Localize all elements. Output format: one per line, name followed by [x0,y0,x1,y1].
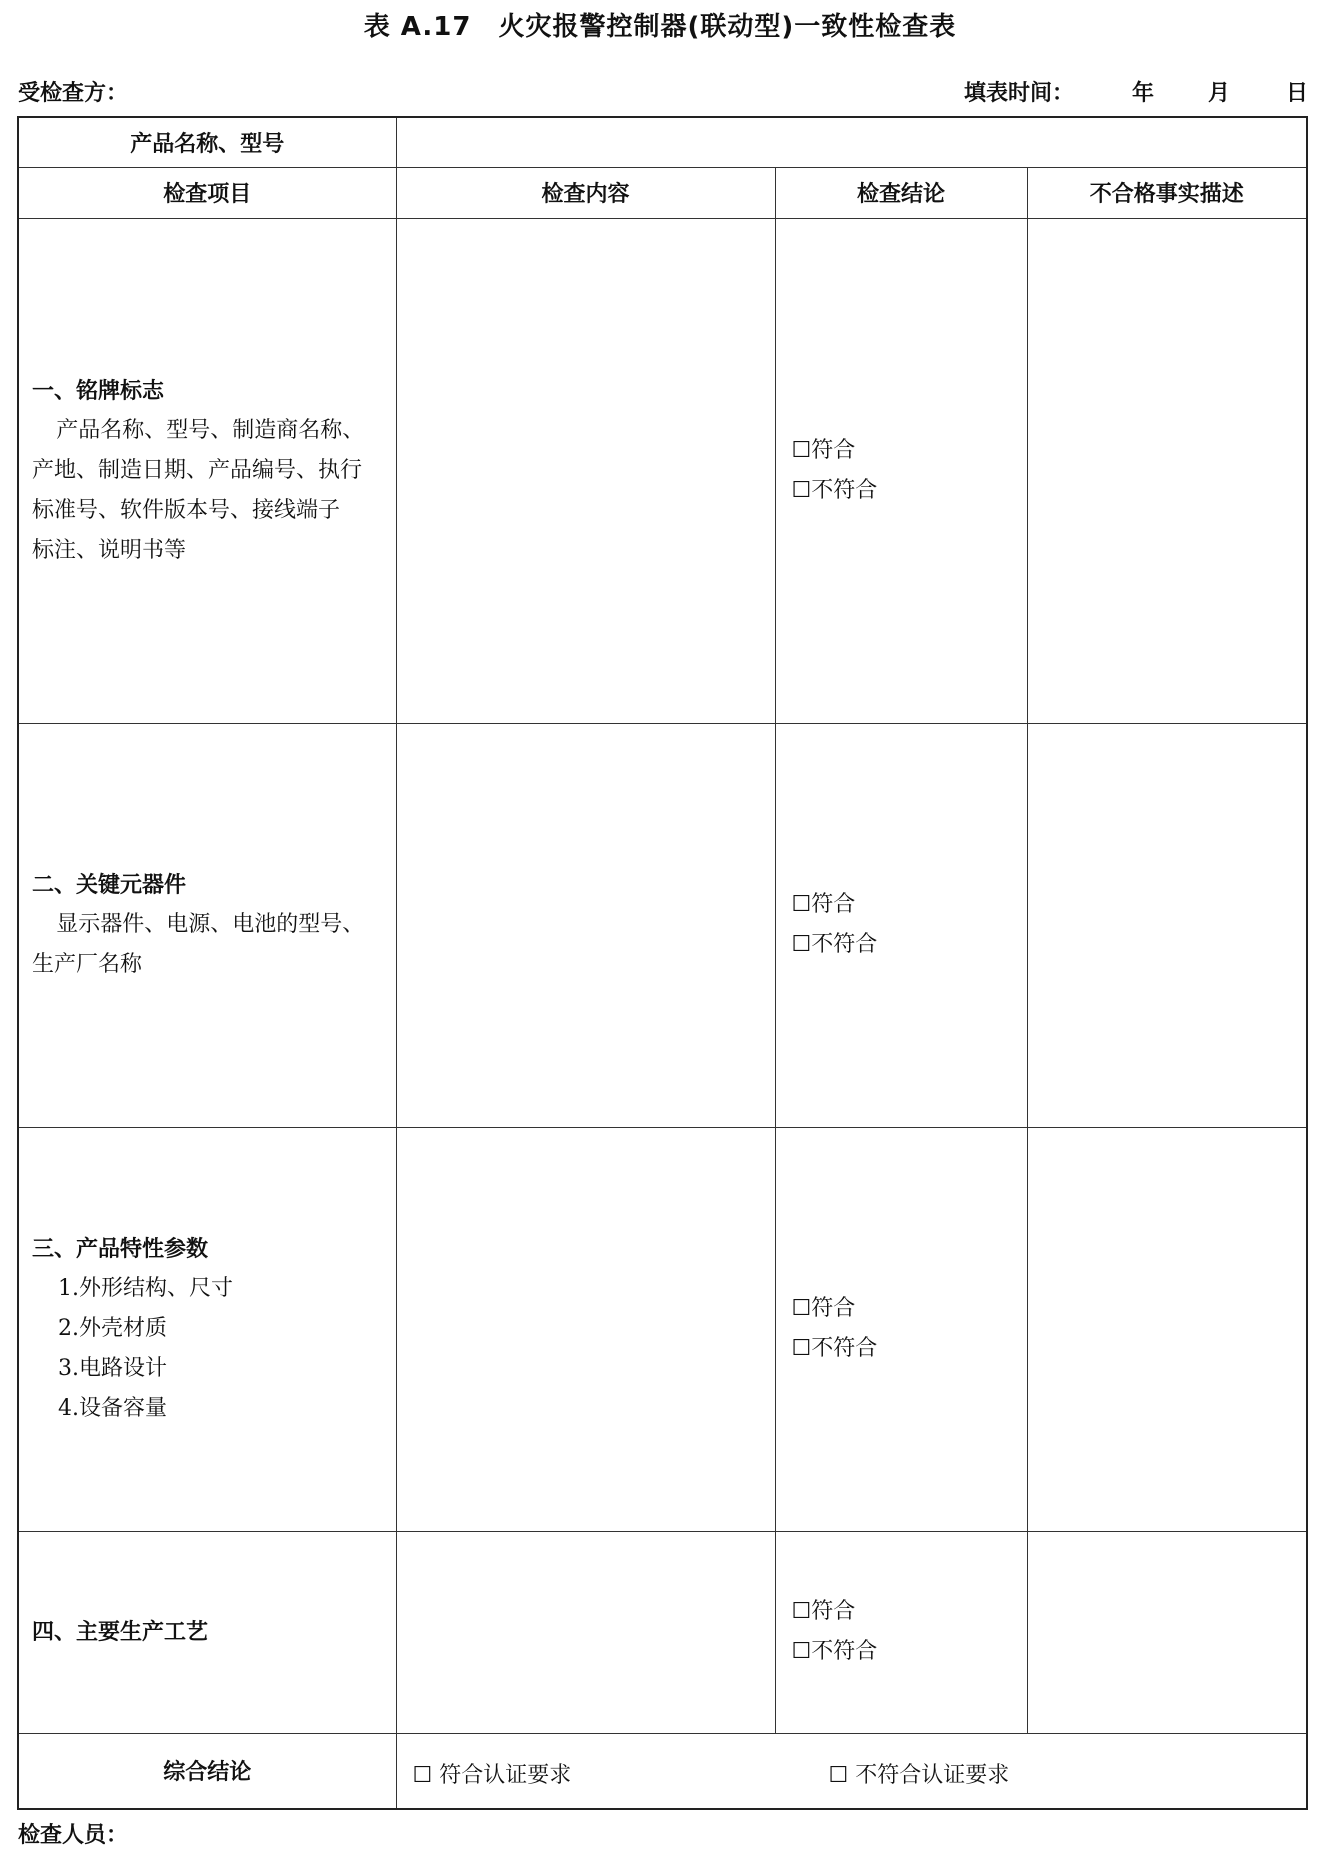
overall-nonconform-label: 不符合认证要求 [855,1762,1010,1788]
overall-nonconform-option[interactable] [829,1758,1010,1789]
item-line: 标注、说明书等 [32,537,187,563]
conform-label: 符合 [811,1296,856,1321]
overall-label: 综合结论 [18,1733,396,1809]
table-row [18,1531,1307,1733]
conform-option[interactable] [792,431,1027,471]
inspection-item [18,1531,396,1733]
item-line: 4.设备容量 [58,1396,167,1421]
conform-option[interactable] [792,885,1027,925]
nonconform-option[interactable] [792,1632,1027,1672]
col-header-conclusion: 检查结论 [775,167,1027,218]
item-line: 显示器件、电源、电池的型号、 [56,912,365,937]
overall-row [18,1733,1307,1809]
col-header-nonconformity: 不合格事实描述 [1027,167,1307,218]
inspection-table [17,116,1308,1810]
conform-label: 符合 [811,892,856,917]
product-row [18,117,1307,167]
nonconform-option[interactable] [792,471,1027,511]
checkbox-icon[interactable]: ☐ [828,1762,849,1788]
table-row [18,1127,1307,1531]
nonconform-label: 不符合 [811,932,878,957]
conform-label: 符合 [811,1599,856,1624]
nonconform-option[interactable] [792,925,1027,965]
nonconformity-description[interactable] [1027,218,1307,723]
checkbox-icon[interactable]: ☐ [791,437,812,463]
inspection-content[interactable] [396,723,775,1127]
checkbox-icon[interactable]: ☐ [791,1639,812,1664]
inspection-content[interactable] [396,1531,775,1733]
inspection-item [18,218,396,723]
fill-time-label: 填表时间： [964,80,1075,106]
product-name-value[interactable] [396,117,1307,167]
checkbox-icon[interactable]: ☐ [791,1296,812,1321]
nonconform-option[interactable] [792,1329,1027,1369]
conclusion-cell [775,1531,1027,1733]
product-name-label: 产品名称、型号 [18,117,396,167]
item-line: 产地、制造日期、产品编号、执行 [32,457,363,483]
nonconformity-description[interactable] [1027,723,1307,1127]
conclusion-cell [775,218,1027,723]
inspection-content[interactable] [396,1127,775,1531]
table-row [18,218,1307,723]
conform-option[interactable] [792,1289,1027,1329]
overall-conform-option[interactable] [413,1758,572,1789]
item-line: 1.外形结构、尺寸 [58,1276,233,1301]
conclusion-cell [775,1127,1027,1531]
item-heading: 三、产品特性参数 [32,1236,209,1262]
inspection-item [18,723,396,1127]
col-header-item: 检查项目 [18,167,396,218]
item-heading: 四、主要生产工艺 [32,1619,209,1645]
inspection-content[interactable] [396,218,775,723]
nonconform-label: 不符合 [811,1639,878,1664]
checkbox-icon[interactable]: ☐ [791,477,812,503]
item-line: 标准号、软件版本号、接线端子 [32,497,341,523]
item-line: 3.电路设计 [58,1356,167,1381]
overall-options [396,1733,1307,1809]
table-title: 表 A.17 火灾报警控制器(联动型)一致性检查表 [363,12,957,42]
checkbox-icon[interactable]: ☐ [791,932,812,957]
conform-option[interactable] [792,1592,1027,1632]
header-row [18,167,1307,218]
col-header-content: 检查内容 [396,167,775,218]
year-label: 年 [1132,80,1155,106]
item-line: 2.外壳材质 [58,1316,167,1341]
conform-label: 符合 [811,437,856,463]
nonconform-label: 不符合 [811,1336,878,1361]
inspectee-label: 受检查方： [18,80,129,106]
checkbox-icon[interactable]: ☐ [412,1762,433,1788]
item-line: 产品名称、型号、制造商名称、 [56,417,365,443]
table-row [18,723,1307,1127]
inspection-item [18,1127,396,1531]
item-heading: 二、关键元器件 [32,872,187,898]
item-heading: 一、铭牌标志 [32,377,165,404]
conclusion-cell [775,723,1027,1127]
checkbox-icon[interactable]: ☐ [791,892,812,917]
nonconformity-description[interactable] [1027,1531,1307,1733]
item-line: 生产厂名称 [32,952,143,977]
nonconform-label: 不符合 [811,477,878,503]
inspector-label: 检查人员： [18,1822,129,1848]
nonconformity-description[interactable] [1027,1127,1307,1531]
checkbox-icon[interactable]: ☐ [791,1599,812,1624]
overall-conform-label: 符合认证要求 [439,1762,572,1788]
month-label: 月 [1208,80,1231,106]
day-label: 日 [1286,80,1309,106]
checkbox-icon[interactable]: ☐ [791,1336,812,1361]
